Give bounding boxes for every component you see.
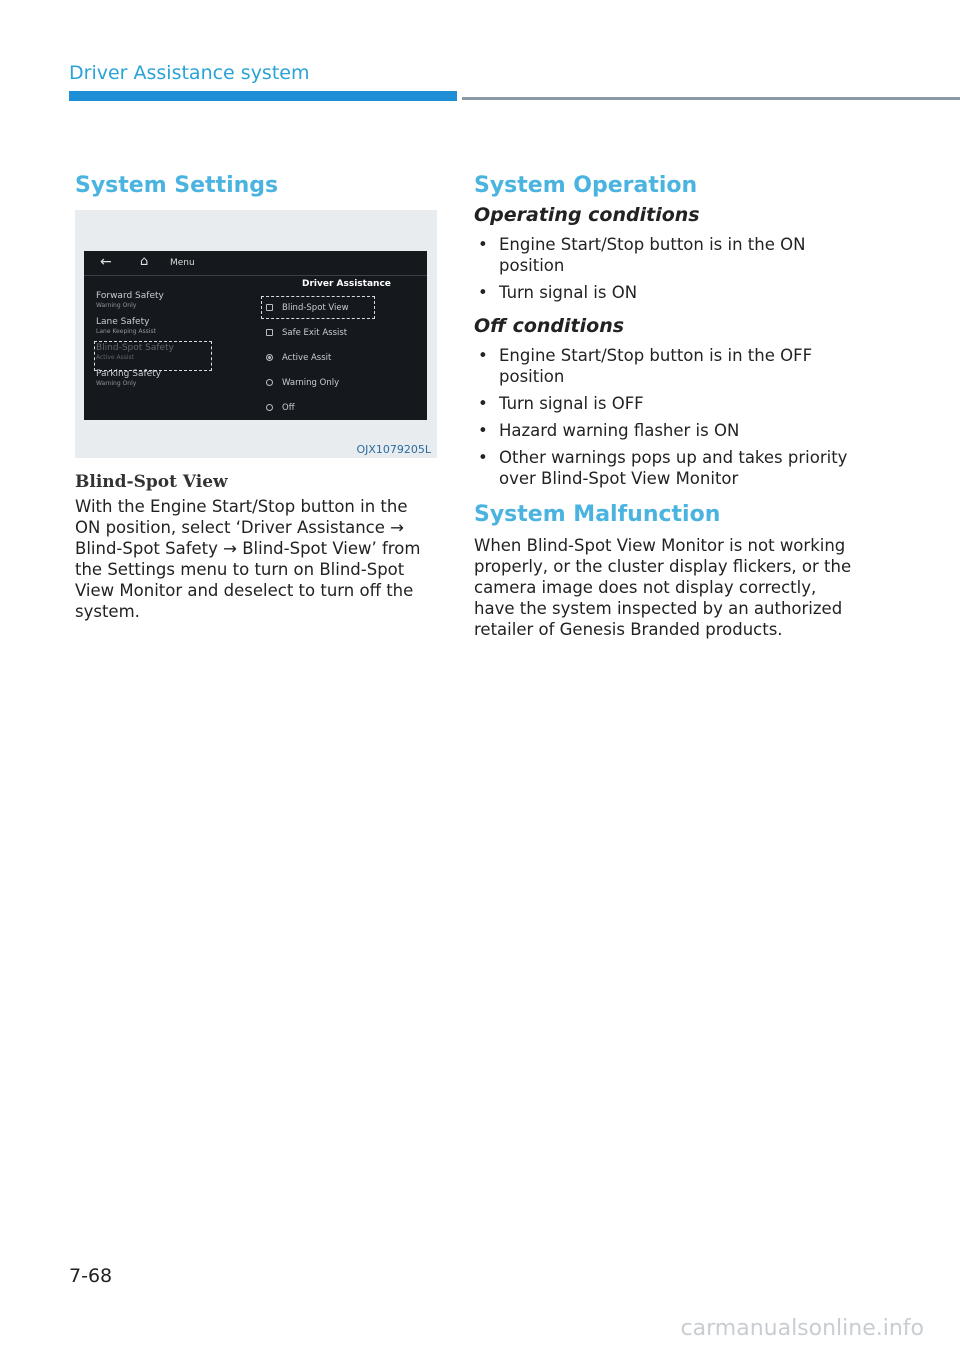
option-warning-only[interactable] <box>260 370 420 395</box>
radio-icon <box>266 404 273 411</box>
cluster-screen <box>84 251 427 420</box>
list-item: • Turn signal is OFF <box>474 393 854 414</box>
page-number: 7-68 <box>69 1265 113 1287</box>
screen-menu-label: Menu <box>170 258 195 268</box>
category-parking-safety[interactable] <box>96 369 210 395</box>
category-name: Parking Safety <box>96 369 162 379</box>
off-conditions-heading: Off conditions <box>474 315 625 337</box>
screen-option-list <box>260 295 420 420</box>
screen-heading: Driver Assistance <box>302 279 391 289</box>
radio-selected-icon <box>266 354 273 361</box>
category-forward-safety[interactable] <box>96 291 210 317</box>
category-name: Blind-Spot Safety <box>96 343 174 353</box>
radio-icon <box>266 379 273 386</box>
right-column <box>474 170 854 640</box>
header-bar-rule <box>462 97 960 100</box>
list-item: • Other warnings pops up and takes priority over Blind-Spot View Monitor <box>474 447 854 489</box>
operating-conditions-heading: Operating conditions <box>474 204 700 226</box>
header-section-title: Driver Assistance system <box>69 62 310 84</box>
option-off[interactable] <box>260 395 420 420</box>
list-item: • Hazard warning flasher is ON <box>474 420 854 441</box>
operating-conditions-list <box>474 234 854 303</box>
system-malfunction-title: System Malfunction <box>474 502 721 527</box>
header-bar-accent <box>69 91 457 101</box>
system-operation-title: System Operation <box>474 173 698 198</box>
list-item: • Turn signal is ON <box>474 282 854 303</box>
blind-spot-view-heading: Blind-Spot View <box>75 472 228 492</box>
figure-code: OJX1079205L <box>356 443 431 456</box>
list-item: • Engine Start/Stop button is in the OFF position <box>474 345 854 387</box>
left-column <box>75 170 437 622</box>
category-sub: Active Assist <box>96 354 134 361</box>
screen-category-list <box>96 291 210 395</box>
option-active-assist[interactable] <box>260 345 420 370</box>
option-label: Warning Only <box>282 377 340 388</box>
screen-topbar <box>84 251 427 276</box>
category-sub: Warning Only <box>96 380 137 387</box>
option-blind-spot-view[interactable] <box>260 295 376 320</box>
list-item: • Engine Start/Stop button is in the ON position <box>474 234 854 276</box>
option-safe-exit-assist[interactable] <box>260 320 420 345</box>
option-label: Safe Exit Assist <box>282 327 348 338</box>
category-blind-spot-safety[interactable] <box>96 343 210 369</box>
settings-figure <box>75 210 437 458</box>
watermark: carmanualsonline.info <box>680 1316 924 1341</box>
checkbox-icon <box>266 329 273 336</box>
category-lane-safety[interactable] <box>96 317 210 343</box>
category-sub: Lane Keeping Assist <box>96 328 156 335</box>
malfunction-paragraph: When Blind-Spot View Monitor is not working properly, or the cluster display flickers, or the camera image does not display correctly, have the system inspected by an authorized retailer of Genesis Branded products. <box>474 536 852 639</box>
checkbox-icon <box>266 304 273 311</box>
option-label: Blind-Spot View <box>282 302 349 313</box>
system-settings-title: System Settings <box>75 173 279 198</box>
settings-paragraph: With the Engine Start/Stop button in the ON position, select ‘Driver Assistance → Blind-Spot Safety → Blind-Spot View’ from the Settings menu to turn on Blind-Spot View Monitor and deselect to turn off the system. <box>75 497 421 621</box>
off-conditions-list <box>474 345 854 489</box>
category-sub: Warning Only <box>96 302 137 309</box>
home-icon[interactable]: ⌂ <box>140 254 149 269</box>
option-label: Active Assit <box>282 352 332 363</box>
category-name: Forward Safety <box>96 291 164 301</box>
category-name: Lane Safety <box>96 317 150 327</box>
back-arrow-icon[interactable]: ← <box>100 254 112 270</box>
option-label: Off <box>282 402 295 413</box>
